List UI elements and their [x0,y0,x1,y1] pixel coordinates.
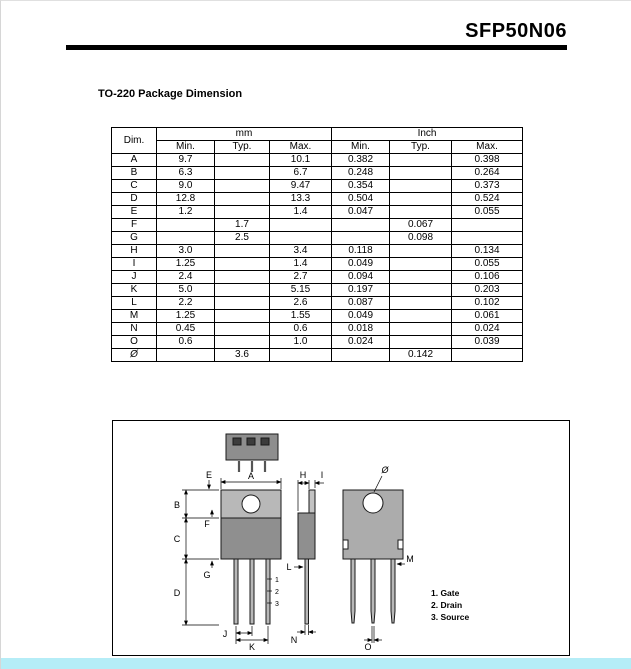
value-cell: 0.398 [452,154,523,167]
value-cell [215,206,270,219]
value-cell: 2.2 [157,297,215,310]
value-cell [452,219,523,232]
dim-label-cell: K [112,284,157,297]
value-cell: 0.106 [452,271,523,284]
value-cell [215,297,270,310]
dim-label-f: F [204,519,210,529]
inch-max-header: Max. [452,141,523,154]
value-cell: 0.142 [390,349,452,362]
dim-label-a: A [247,471,255,481]
dimension-table [111,127,523,362]
table-row [112,323,523,336]
dim-label-c: C [173,534,181,544]
dim-label-diameter: Ø [381,465,389,475]
dim-label-b: B [173,500,181,510]
dim-label-cell: E [112,206,157,219]
table-row [112,336,523,349]
value-cell: 0.203 [452,284,523,297]
value-cell [390,167,452,180]
table-row [112,232,523,245]
package-diagram [112,420,570,656]
value-cell [215,180,270,193]
value-cell: 1.4 [270,206,332,219]
value-cell: 1.7 [215,219,270,232]
table-header-row [112,128,523,141]
value-cell: 2.7 [270,271,332,284]
dim-label-cell: Ø [112,349,157,362]
dim-label-j: J [222,629,228,639]
value-cell: 3.6 [215,349,270,362]
mm-typ-header: Typ. [215,141,270,154]
table-row [112,206,523,219]
value-cell [390,323,452,336]
value-cell: 0.504 [332,193,390,206]
pin-number-2: 2 [275,589,279,596]
front-body [221,518,281,559]
dim-label-d: D [173,588,181,598]
value-cell: 9.0 [157,180,215,193]
value-cell: 0.248 [332,167,390,180]
value-cell [390,193,452,206]
value-cell [215,271,270,284]
value-cell: 0.098 [390,232,452,245]
dim-label-cell: B [112,167,157,180]
value-cell: 0.087 [332,297,390,310]
dim-label-cell: A [112,154,157,167]
value-cell [215,167,270,180]
header-rule [66,45,567,50]
value-cell: 0.039 [452,336,523,349]
back-mounting-hole [363,493,383,513]
value-cell: 2.5 [215,232,270,245]
value-cell: 10.1 [270,154,332,167]
value-cell: 0.382 [332,154,390,167]
back-notch-right [398,540,403,549]
top-view-hole [261,438,269,445]
table-row [112,284,523,297]
dim-label-m: M [406,554,414,564]
value-cell [215,323,270,336]
value-cell: 6.7 [270,167,332,180]
value-cell [390,154,452,167]
dim-label-o: O [364,642,372,652]
dim-label-cell: F [112,219,157,232]
value-cell: 0.524 [452,193,523,206]
value-cell: 0.094 [332,271,390,284]
value-cell [390,206,452,219]
value-cell: 2.6 [270,297,332,310]
legend-drain: 2. Drain [431,600,463,610]
table-row [112,193,523,206]
value-cell [270,219,332,232]
value-cell: 2.4 [157,271,215,284]
value-cell: 0.354 [332,180,390,193]
table-row [112,154,523,167]
package-front-view [221,490,281,624]
back-pin-2 [371,559,375,623]
dim-label-cell: M [112,310,157,323]
value-cell: 0.047 [332,206,390,219]
value-cell: 5.15 [270,284,332,297]
value-cell [452,232,523,245]
value-cell: 0.134 [452,245,523,258]
pin-number-3: 3 [275,601,279,608]
dim-label-i: I [320,470,324,480]
value-cell: 9.47 [270,180,332,193]
mm-group-header: mm [157,128,332,141]
value-cell [452,349,523,362]
value-cell [332,219,390,232]
part-number-title: SFP50N06 [465,20,567,42]
dim-label-cell: I [112,258,157,271]
dim-label-cell: D [112,193,157,206]
value-cell [157,232,215,245]
value-cell: 5.0 [157,284,215,297]
value-cell: 9.7 [157,154,215,167]
value-cell: 6.3 [157,167,215,180]
value-cell [215,284,270,297]
value-cell [215,154,270,167]
value-cell: 0.049 [332,258,390,271]
value-cell: 0.197 [332,284,390,297]
dim-label-k: K [248,642,256,652]
value-cell [215,245,270,258]
dim-label-cell: C [112,180,157,193]
pin-2 [250,559,254,624]
value-cell: 12.8 [157,193,215,206]
value-cell: 0.6 [270,323,332,336]
table-row [112,310,523,323]
table-row [112,271,523,284]
value-cell [390,310,452,323]
value-cell: 0.102 [452,297,523,310]
value-cell: 0.6 [157,336,215,349]
value-cell [215,310,270,323]
value-cell: 1.25 [157,310,215,323]
front-mounting-hole [242,495,260,513]
table-row [112,245,523,258]
value-cell: 0.055 [452,258,523,271]
dim-label-cell: J [112,271,157,284]
value-cell [215,193,270,206]
table-row [112,258,523,271]
dim-label-h: H [299,470,307,480]
value-cell: 0.024 [332,336,390,349]
dim-label-n: N [290,635,298,645]
top-view-hole [233,438,241,445]
value-cell: 1.25 [157,258,215,271]
back-pin-1 [351,559,355,623]
value-cell: 0.024 [452,323,523,336]
value-cell [390,336,452,349]
package-back-view [343,490,403,623]
value-cell: 0.45 [157,323,215,336]
pin-legend [431,588,470,622]
side-body [298,513,315,559]
table-row [112,219,523,232]
value-cell: 1.0 [270,336,332,349]
value-cell: 0.049 [332,310,390,323]
value-cell [215,258,270,271]
value-cell [215,336,270,349]
package-drawing [113,421,569,655]
value-cell: 0.055 [452,206,523,219]
pin-1 [234,559,238,624]
table-subheader-row [112,141,523,154]
value-cell: 1.55 [270,310,332,323]
value-cell [157,219,215,232]
top-view-hole [247,438,255,445]
side-pin [305,559,309,624]
value-cell: 0.118 [332,245,390,258]
dim-header-cell: Dim. [112,128,157,154]
value-cell: 1.2 [157,206,215,219]
dim-label-cell: L [112,297,157,310]
value-cell: 0.061 [452,310,523,323]
dim-label-cell: O [112,336,157,349]
table-row [112,180,523,193]
pin-3 [266,559,270,624]
inch-typ-header: Typ. [390,141,452,154]
value-cell: 3.4 [270,245,332,258]
value-cell: 0.067 [390,219,452,232]
value-cell [390,180,452,193]
inch-min-header: Min. [332,141,390,154]
legend-gate: 1. Gate [431,588,460,598]
pin-numbers [275,577,279,608]
value-cell: 0.373 [452,180,523,193]
mm-max-header: Max. [270,141,332,154]
value-cell: 0.018 [332,323,390,336]
table-row [112,349,523,362]
legend-source: 3. Source [431,612,470,622]
value-cell [332,349,390,362]
value-cell [270,232,332,245]
dim-label-l: L [286,562,292,572]
value-cell [390,271,452,284]
value-cell: 13.3 [270,193,332,206]
back-notch-left [343,540,348,549]
package-top-view [226,434,278,472]
value-cell [390,245,452,258]
inch-group-header: Inch [332,128,523,141]
dim-label-cell: N [112,323,157,336]
dim-label-e: E [205,470,213,480]
value-cell [390,284,452,297]
section-heading: TO-220 Package Dimension [98,88,243,100]
mm-min-header: Min. [157,141,215,154]
value-cell [332,232,390,245]
value-cell [157,349,215,362]
package-side-view [298,490,315,624]
value-cell: 1.4 [270,258,332,271]
value-cell [390,258,452,271]
table-row [112,297,523,310]
value-cell [390,297,452,310]
back-pin-3 [391,559,395,623]
dim-label-cell: G [112,232,157,245]
value-cell: 3.0 [157,245,215,258]
pin-number-1: 1 [275,577,279,584]
value-cell: 0.264 [452,167,523,180]
footer-bar [1,658,631,669]
dim-label-g: G [203,570,211,580]
table-row [112,167,523,180]
dim-label-cell: H [112,245,157,258]
value-cell [270,349,332,362]
